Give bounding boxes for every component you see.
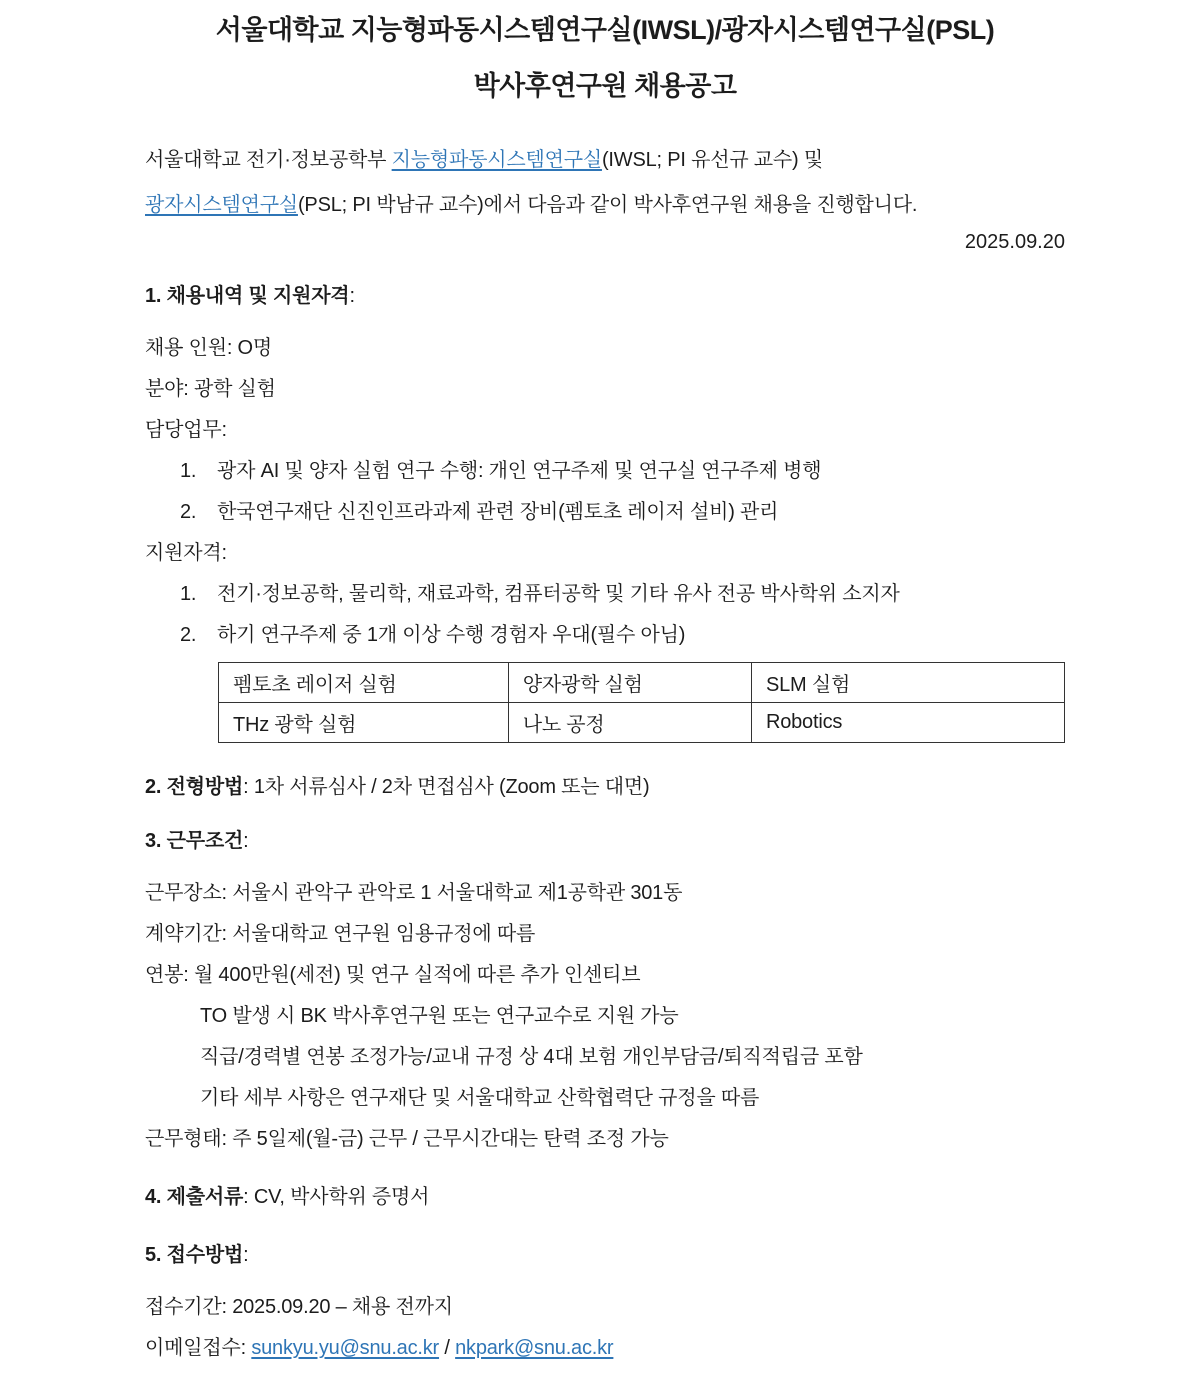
field-line: 분야: 광학 실험	[145, 378, 276, 400]
salary-sub-line: 기타 세부 사항은 연구재단 및 서울대학교 산학협력단 규정을 따름	[200, 1087, 760, 1109]
section5-heading-bold: 5. 접수방법	[145, 1244, 244, 1266]
research-topics-table	[218, 662, 1065, 743]
section3-heading-bold: 3. 근무조건	[145, 830, 244, 852]
table-cell: Robotics	[751, 703, 1064, 743]
psl-lab-link[interactable]: 광자시스템연구실	[145, 194, 298, 216]
duty-label-line: 담당업무:	[145, 419, 227, 441]
section1-heading	[145, 282, 1065, 310]
table-cell: SLM 실험	[751, 663, 1064, 703]
section3-heading	[145, 827, 1065, 855]
duty-item-number: 2.	[180, 501, 197, 523]
salary-sub-line: TO 발생 시 BK 박사후연구원 또는 연구교수로 지원 가능	[200, 1005, 679, 1027]
email-link-sunkyu[interactable]: sunkyu.yu@snu.ac.kr	[251, 1337, 440, 1359]
section1-heading-colon: :	[349, 285, 355, 307]
duty-item-text: 광자 AI 및 양자 실험 연구 수행: 개인 연구주제 및 연구실 연구주제 병행	[217, 460, 822, 482]
section4-heading-text: : CV, 박사학위 증명서	[243, 1186, 430, 1208]
qualification-item-number: 1.	[180, 583, 197, 605]
qualification-label-line: 지원자격:	[145, 542, 227, 564]
document-title: 서울대학교 지능형파동시스템연구실(IWSL)/광자시스템연구실(PSL)	[215, 15, 995, 45]
email-line	[145, 1334, 1065, 1362]
email-label: 이메일접수:	[145, 1337, 252, 1359]
table-cell: 양자광학 실험	[508, 663, 751, 703]
table-row	[219, 663, 1065, 703]
table-cell: 나노 공정	[508, 703, 751, 743]
table-row	[219, 703, 1065, 743]
duty-item	[145, 498, 1065, 526]
qualification-item	[145, 621, 1065, 649]
contract-line: 계약기간: 서울대학교 연구원 임용규정에 따름	[145, 923, 536, 945]
document-subtitle: 박사후연구원 채용공고	[473, 71, 737, 101]
worktype-line: 근무형태: 주 5일제(월-금) 근무 / 근무시간대는 탄력 조정 가능	[145, 1128, 669, 1150]
section4-heading-bold: 4. 제출서류	[145, 1186, 244, 1208]
workplace-line: 근무장소: 서울시 관악구 관악로 1 서울대학교 제1공학관 301동	[145, 882, 683, 904]
section2-heading	[145, 773, 1065, 801]
duty-item-text: 한국연구재단 신진인프라과제 관련 장비(펨토초 레이저 설비) 관리	[217, 501, 779, 523]
table-cell: 펨토초 레이저 실험	[219, 663, 509, 703]
duty-item	[145, 457, 1065, 485]
salary-line: 연봉: 월 400만원(세전) 및 연구 실적에 따른 추가 인센티브	[145, 964, 641, 986]
post-date: 2025.09.20	[964, 231, 1065, 253]
hire-count-line: 채용 인원: O명	[145, 337, 273, 359]
section2-heading-text: : 1차 서류심사 / 2차 면접심사 (Zoom 또는 대면)	[243, 776, 650, 798]
table-cell: THz 광학 실험	[219, 703, 509, 743]
qualification-item	[145, 580, 1065, 608]
section4-heading	[145, 1183, 1065, 1211]
intro-text-post: (PSL; PI 박남규 교수)에서 다음과 같이 박사후연구원 채용을 진행합니다.	[297, 194, 918, 216]
section2-heading-bold: 2. 전형방법	[145, 776, 244, 798]
qualification-item-text: 전기·정보공학, 물리학, 재료과학, 컴퓨터공학 및 기타 유사 전공 박사학위 소지자	[217, 583, 900, 605]
intro-text-mid: (IWSL; PI 유선규 교수) 및	[601, 149, 823, 171]
application-period-line: 접수기간: 2025.09.20 – 채용 전까지	[145, 1296, 453, 1318]
section5-heading	[145, 1241, 1065, 1269]
intro-text-pre: 서울대학교 전기·정보공학부	[145, 149, 392, 171]
section3-heading-colon: :	[243, 830, 249, 852]
email-link-nkpark[interactable]: nkpark@snu.ac.kr	[455, 1337, 614, 1359]
duty-item-number: 1.	[180, 460, 197, 482]
iwsl-lab-link[interactable]: 지능형파동시스템연구실	[391, 149, 602, 171]
email-separator: /	[439, 1337, 456, 1359]
salary-sub-line: 직급/경력별 연봉 조정가능/교내 규정 상 4대 보험 개인부담금/퇴직적립금 포함	[200, 1046, 863, 1068]
qualification-item-number: 2.	[180, 624, 197, 646]
intro-paragraph	[145, 138, 1065, 228]
qualification-item-text: 하기 연구주제 중 1개 이상 수행 경험자 우대(필수 아님)	[217, 624, 686, 646]
section1-heading-bold: 1. 채용내역 및 지원자격	[145, 285, 350, 307]
section5-heading-colon: :	[243, 1244, 249, 1266]
